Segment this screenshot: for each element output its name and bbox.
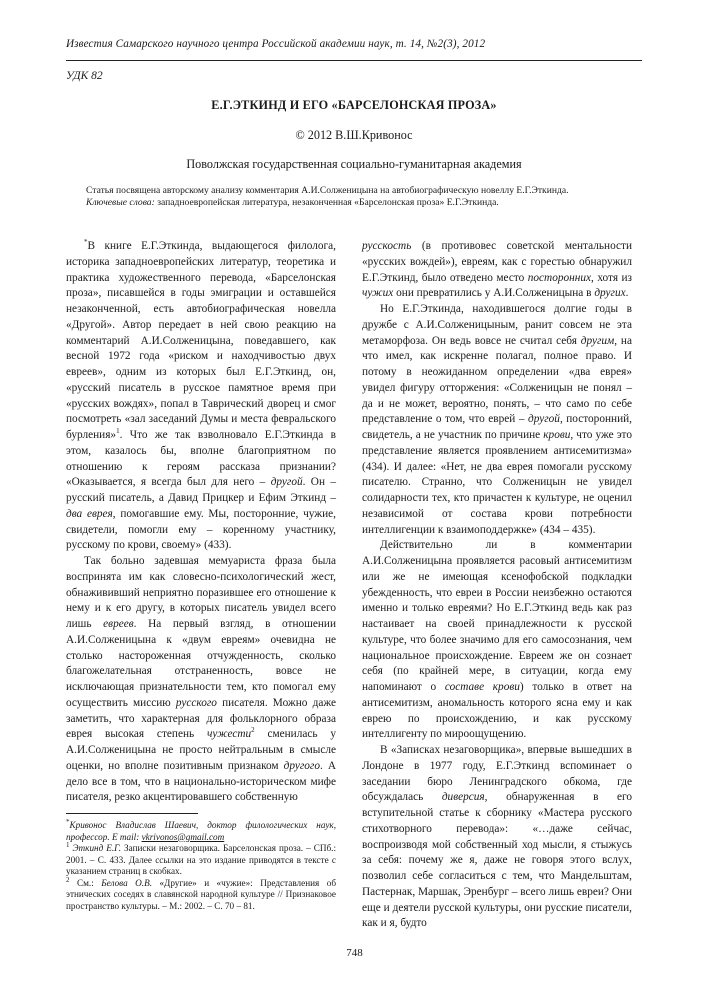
footnote-text: Записки незаговорщика. Барселонская проза. – СПб.: 2001. – С. 433. Далее ссылки на это издание приводятся в тексте с указанием страниц в скобках. (66, 843, 336, 876)
affiliation: Поволжская государственная социально-гуманитарная академия (186, 157, 522, 171)
emphasis: других (594, 287, 626, 300)
text-run: . (625, 287, 629, 300)
journal-header: Известия Самарского научного центра Российской академии наук, т. 14, №2(3), 2012 (66, 38, 486, 50)
footnote-author-name: Эткинд Е.Г. (72, 843, 122, 853)
text-run: писателя. Можно даже заметить, что характерная для фольклорного образа еврея высокая степень (66, 696, 336, 741)
emphasis: два еврея (66, 507, 113, 520)
emphasis: крови (543, 429, 571, 441)
emphasis: другого (283, 759, 320, 772)
author-footnote-mark: * (84, 238, 88, 247)
header-rule (66, 60, 642, 61)
text-run: сменилась у А.И.Солженицына не просто нейтральным в смысле оценки, но вполне позитивным признаком (66, 728, 336, 772)
paragraph (362, 302, 632, 538)
text-run: Действительно ли в комментарии А.И.Солженицына проявляется расовый антисемитизм или же не имеющая ксенофобской подкладки убежденность, что евреи в России неизбежно остаются именно и только евреями? Но Е.Г.Эткинд ведь как раз настаивает на своей принадлежности к русской культуре, что более значимо для его самосознания, чем национальное происхождение. Евреем же он сознает себя (по крайней мере, в ситуации, когда ему напоминают о (362, 539, 632, 693)
abstract (86, 185, 642, 209)
emphasis: русскость (362, 240, 412, 252)
text-run: , помогавшие ему. Мы, посторонние, чужие, свидетели, помогли ему – коренному участнику, русскому по крови, своему» (433). (66, 507, 336, 552)
footnote-text: См.: (69, 877, 102, 888)
footnote-ref: 1 (116, 427, 120, 436)
author-copyright: © 2012 В.Ш.Кривонос (295, 128, 413, 142)
footnote-mark: 1 (66, 840, 70, 849)
author-email-link[interactable]: vkrivonos@gmail.com (141, 831, 225, 842)
footnote-rule (66, 813, 198, 814)
text-run: Так больно задевшая мемуариста фраза была воспринята им как словесно-психологический жест, обнажививший неприятно поразившее его отношение к нему и к его другу, в которых писатель увидел всего лишь (66, 555, 336, 630)
keywords-text: западноевропейская литература, незаконченная «Барселонская проза» Е.Г.Эткинда. (157, 196, 499, 208)
text-run: ) только в ответ на антисемитизм, аномальность которого ясна ему и как еврею по происхождению, и как русскому интеллигенту по мироощущению. (362, 681, 633, 741)
footnotes (66, 817, 336, 912)
text-run: . Что же так взволновало Е.Г.Эткинда в этом, казалось бы, вполне благоприятном по отношению к героям рассказа признании? «Оказывается, я всегда был для него – (66, 429, 336, 489)
keywords-label: Ключевые слова: (86, 196, 155, 208)
text-run: , что уже это представление является проявлением антисемитизма» (434). И далее: «Нет, не два еврея помогали русскому писателю. Странно, что Солженицын не увидел солидарности тех, кто причастен к культуре, не оценил независимой от состава крови потребности интеллигенции к взаимоподдержке» (434 – 435). (362, 429, 632, 536)
footnote-mark: 2 (66, 875, 70, 884)
text-run: (в противовес советской ментальности «русских вождей»), евреям, как с горестью обнаружил Е.Г.Эткинд, было отведено место (362, 240, 632, 284)
footnote-text: «Другие» и «чужие»: Представления об этнических соседях в славянской народной культуре // Признаковое пространство культуры. – М.: 2002. – С. 70 – 81. (66, 877, 336, 911)
text-run: , посторонний, свидетель, а не участник по причине (362, 413, 632, 441)
paragraph (66, 554, 336, 806)
emphasis: другой (270, 476, 303, 489)
emphasis: составе крови (444, 681, 520, 693)
article-title: Е.Г.ЭТКИНД И ЕГО «БАРСЕЛОНСКАЯ ПРОЗА» (211, 98, 497, 112)
emphasis: чужих (362, 287, 394, 300)
keywords (86, 197, 642, 209)
emphasis: евреев (103, 618, 134, 630)
abstract-text: Статья посвящена авторскому анализу комментария А.И.Солженицына на автобиографическую новеллу Е.Г.Эткинда. (86, 185, 569, 196)
paragraph (362, 743, 632, 932)
text-run: , на что имел, как искренне полагал, полное право. И потому в неожиданном определении «два еврея» увидел фигуру отторжения: «Солженицын не понял – да и не может, вероятно, понять, – что само по себе представление о том, что еврей – (362, 334, 632, 426)
paragraph (66, 239, 336, 554)
footnote-text: Кривонос Владислав Шаевич, доктор филологических наук, профессор. E mail: (66, 820, 336, 842)
emphasis: посторонних (527, 271, 592, 284)
text-run: Но Е.Г.Эткинда, находившегося долгие годы в дружбе с А.И.Солженицыным, ранит совсем не эта метаморфоза. Он ведь вовсе не считал себя (362, 303, 632, 347)
paragraph (362, 538, 632, 743)
footnote-ref: 2 (251, 726, 255, 735)
footnote-author (66, 817, 336, 843)
emphasis: другой (528, 413, 560, 426)
udk-code: УДК 82 (66, 70, 103, 82)
text-run: . На первый взгляд, в отношении А.И.Солженицына к «двум евреям» очевидна не столько настороженная отчужденность, сколько благожелательная отстраненность, вовсе не исключающая признательности тем, кто помогал ему осуществить миссию (66, 618, 336, 709)
text-run: . Он – русский писатель, а Давид Прицкер и Ефим Эткинд – (66, 476, 336, 504)
emphasis: чужести (206, 728, 252, 741)
text-run: . А дело все в том, что в национально-историческом мифе писателя, резко акцентировавшего собственную (66, 759, 336, 804)
emphasis: русского (175, 696, 217, 709)
text-run: они превратились у А.И.Солженицына в (393, 287, 595, 300)
text-run: , хотя из (591, 271, 632, 284)
left-column (66, 239, 336, 806)
footnote-author-name: Белова О.В. (101, 877, 152, 888)
text-run: , обнаруженная в его вступительной статье к сборнику «Мастера русского стихотворного перевода»: «…даже сейчас, воспроизводя мой собственный ход мысли, я стыжусь за себя: почему же я, даже не говоря этого вслух, позволил себе согласиться с тем, что Мандельштам, Пастернак, Маршак, Эренбург – всего лишь евреи? Они еще и деятели русской культуры, они русские писатели, как и я, будто (362, 791, 633, 930)
right-column (362, 239, 632, 932)
text-run: В «Записках незаговорщика», впервые вышедших в Лондоне в 1977 году, Е.Г.Эткинд вспоминает о заседании бюро Ленинградского обкома, где обсуждалась (362, 744, 632, 804)
page-number: 748 (346, 947, 363, 959)
emphasis: диверсия (441, 791, 485, 804)
footnote-2 (66, 875, 336, 913)
footnote-1 (66, 840, 336, 878)
text-run: В книге Е.Г.Эткинда, выдающегося филолога, историка западноевропейских литератур, теоретика и практика художественного перевода, «Барселонская проза», писавшейся в годы эмиграции и оставшейся незаконченной, есть автобиографическая новелла «Другой». Автор передает в ней свою реакцию на комментарий А.И.Солженицына, поведавшего, как весной 1972 года «риском и находчивостью двух евреев», одним из которых был Е.Г.Эткинд, он, «русский писатель в русское памятное время при «русских вождях», попал в Таврический дворец и смог посмотреть «зал заседаний Думы и места февральского бурления» (66, 240, 336, 441)
paragraph (362, 239, 632, 302)
emphasis: другим (580, 334, 615, 347)
footnote-mark: * (66, 817, 70, 826)
